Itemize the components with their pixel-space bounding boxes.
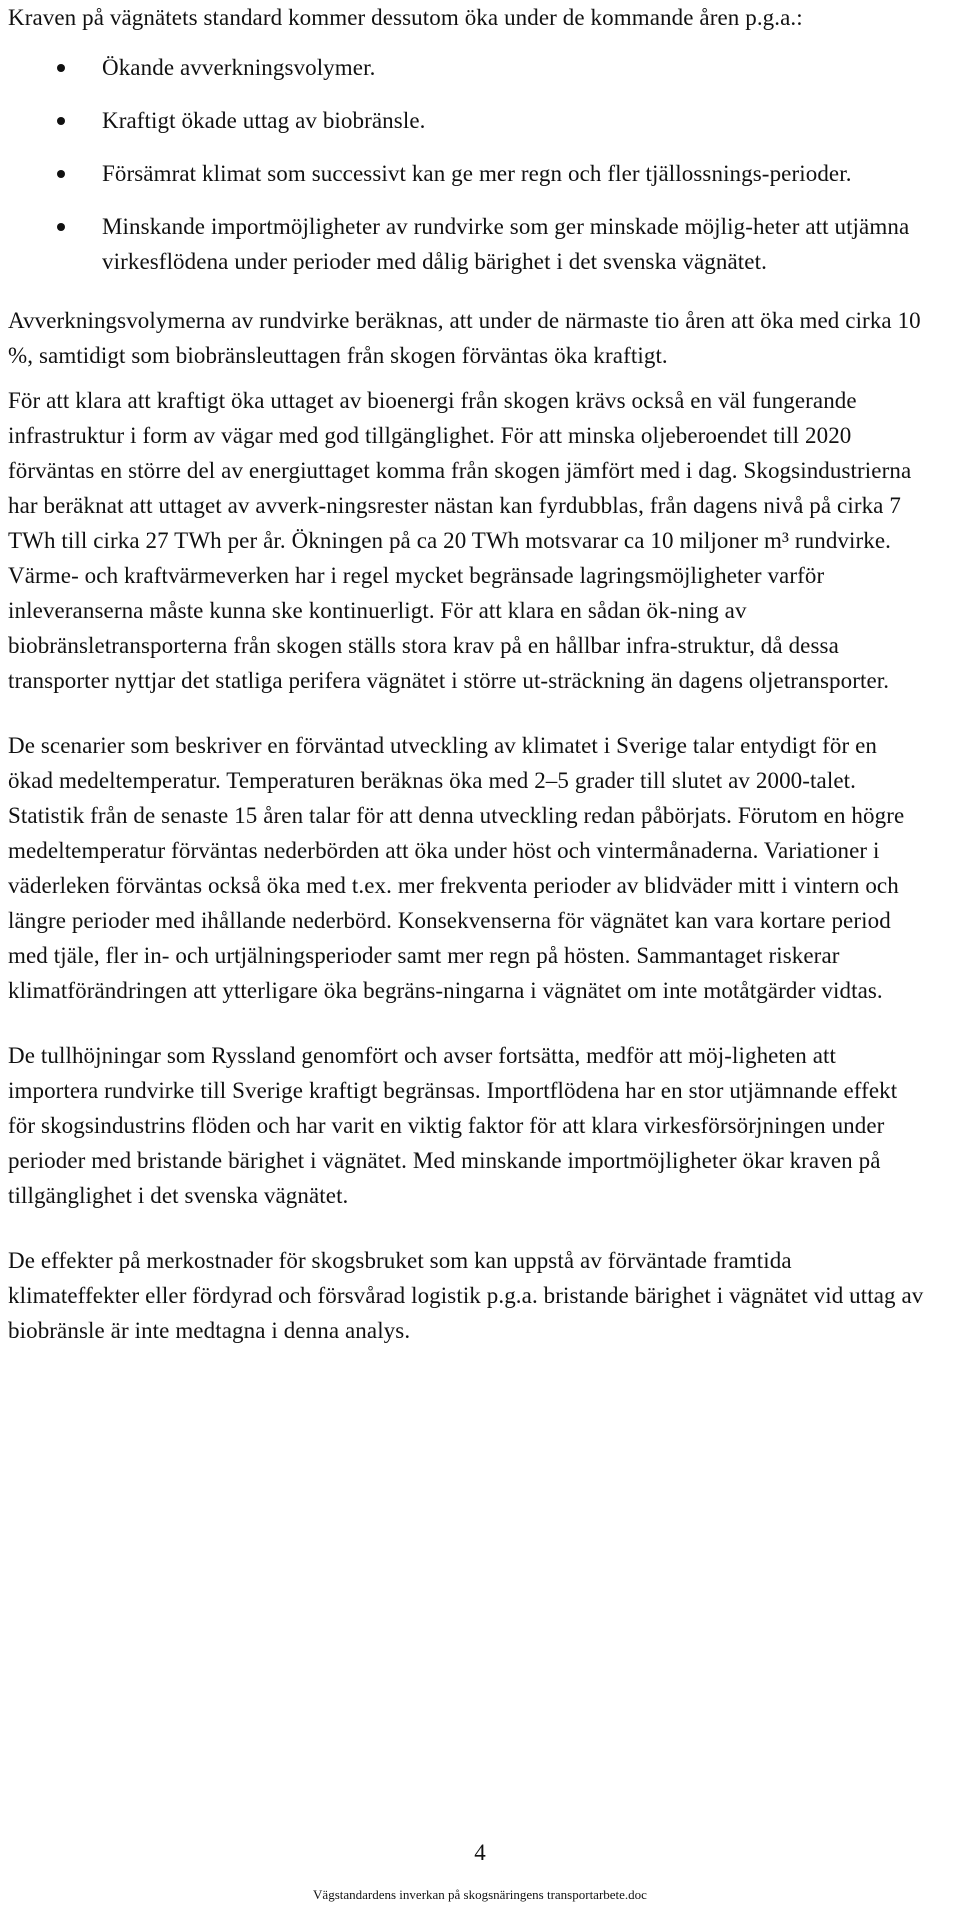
footer-filename: Vägstandardens inverkan på skogsnäringens transportarbete.doc	[313, 1887, 647, 1902]
paragraph-bioenergi: För att klara att kraftigt öka uttaget av bioenergi från skogen krävs också en väl fungerande infrastruktur i form av vägar med god tillgänglighet. För att minska oljeberoendet till 2020 förväntas en större del av energiuttaget komma från skogen jämfört med i dag. Skogsindustrierna har beräknat att uttaget av avverk-ningsrester nästan kan fyrdubblas, från dagens nivå på cirka 7 TWh till cirka 27 TWh per år. Ökningen på ca 20 TWh motsvarar ca 10 miljoner m³ rundvirke. Värme- och kraftvärmeverken har i regel mycket begränsade lagringsmöjligheter varför inleveranserna måste kunna ske kontinuerligt. För att klara en sådan ök-ning av biobränsletransporterna från skogen ställs stora krav på en hållbar infra-struktur, då dessa transporter nyttjar det statliga perifera vägnätet i större ut-sträckning än dagens oljetransporter.	[8, 388, 912, 693]
bullet-list	[8, 50, 926, 279]
paragraph-klimat: De scenarier som beskriver en förväntad utveckling av klimatet i Sverige talar entydigt för en ökad medeltemperatur. Temperaturen beräknas öka med 2–5 grader till slutet av 2000-talet. Statistik från de senaste 15 åren talar för att denna utveckling redan påbörjats. Förutom en högre medeltemperatur förväntas nederbörden att öka under höst och vintermånaderna. Variationer i väderleken förväntas också öka med t.ex. mer frekventa perioder av blidväder mitt i vintern och längre perioder med ihållande nederbörd. Konsekvenserna för vägnätet kan vara kortare period med tjäle, fler in- och urtjälningsperioder samt mer regn på hösten. Sammantaget riskerar klimatförändringen att ytterligare öka begräns-ningarna i vägnätet om inte motåtgärder vidtas.	[8, 733, 905, 1003]
list-item	[8, 103, 926, 138]
bullet-text: Försämrat klimat som successivt kan ge mer regn och fler tjällossnings-perioder.	[102, 161, 852, 186]
document-body	[8, 0, 926, 1358]
intro-paragraph: Kraven på vägnätets standard kommer dessutom öka under de kommande åren p.g.a.:	[8, 5, 803, 30]
paragraph-avverkning: Avverkningsvolymerna av rundvirke beräknas, att under de närmaste tio åren att öka med cirka 10 %, samtidigt som biobränsleuttagen från skogen förväntas öka kraftigt.	[8, 308, 921, 368]
bullet-text: Minskande importmöjligheter av rundvirke som ger minskade möjlig-heter att utjämna virkesflödena under perioder med dålig bärighet i det svenska vägnätet.	[102, 214, 910, 274]
bullet-text: Kraftigt ökade uttag av biobränsle.	[102, 108, 426, 133]
paragraph-tullhojningar: De tullhöjningar som Ryssland genomfört och avser fortsätta, medför att möj-ligheten att importera rundvirke till Sverige kraftigt begränsas. Importflödena har en stor utjämnande effekt för skogsindustrins flöden och har varit en viktig faktor för att klara virkesförsörjningen under perioder med bristande bärighet i vägnätet. Med minskande importmöjligheter ökar kraven på tillgänglighet i det svenska vägnätet.	[8, 1043, 898, 1208]
bullet-dot-icon	[57, 64, 65, 72]
page-number: 4	[474, 1840, 486, 1865]
bullet-dot-icon	[57, 117, 65, 125]
paragraph-merkostnader: De effekter på merkostnader för skogsbruket som kan uppstå av förväntade framtida klimateffekter eller fördyrad och försvårad logistik p.g.a. bristande bärighet i vägnätet vid uttag av biobränsle är inte medtagna i denna analys.	[8, 1248, 924, 1343]
list-item	[8, 156, 926, 191]
list-item	[8, 50, 926, 85]
list-item	[8, 209, 926, 279]
bullet-dot-icon	[57, 223, 65, 231]
bullet-dot-icon	[57, 170, 65, 178]
bullet-text: Ökande avverkningsvolymer.	[102, 55, 376, 80]
